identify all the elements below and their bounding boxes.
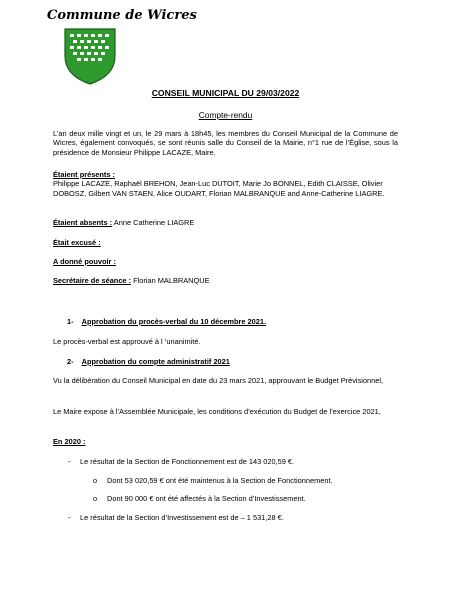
commune-logo-text: Commune de Wicres xyxy=(47,8,197,23)
section-1-number: 1- xyxy=(67,317,74,326)
presents-block xyxy=(53,170,398,198)
excuse-line xyxy=(53,238,398,247)
item-2-marker: o xyxy=(93,476,98,485)
excuse-label: Était excusé : xyxy=(53,238,101,247)
item-1-text: Le résultat de la Section de Fonctionnement est de 143 020,59 €. xyxy=(80,457,295,466)
item-4-marker: - xyxy=(68,513,71,522)
intro-paragraph: L’an deux mille vingt et un, le 29 mars à 18h45, les membres du Conseil Municipal de la Commune de Wicres, également convoqués, se sont réunis salle du Conseil de la Mairie, n°1 rue de l’Église, sous la présidence de Monsieur Philippe LACAZE, Maire. xyxy=(53,129,398,157)
item-3-text: Dont 90 000 € ont été affectés à la Section d’Investissement. xyxy=(107,494,306,503)
pouvoir-label: A donné pouvoir : xyxy=(53,257,116,266)
year-label: En 2020 : xyxy=(53,437,86,446)
document-title: CONSEIL MUNICIPAL DU 29/03/2022 xyxy=(151,88,300,98)
item-2-text: Dont 53 020,59 € ont été maintenus à la Section de Fonctionnement. xyxy=(107,476,333,485)
section-2-para-2: Le Maire expose à l’Assemblée Municipale, les conditions d’exécution du Budget de l’exercice 2021, xyxy=(53,407,381,416)
absents-line xyxy=(53,218,398,227)
absents-label: Étaient absents : xyxy=(53,218,113,227)
section-2-para-1: Vu la délibération du Conseil Municipal en date du 23 mars 2021, approuvant le Budget Prévisionnel, xyxy=(53,376,384,385)
item-4-text: Le résultat de la Section d’Investissement est de – 1 531,28 €. xyxy=(80,513,284,522)
item-1-marker: - xyxy=(68,457,71,466)
pouvoir-line xyxy=(53,257,398,266)
document-subtitle: Compte-rendu xyxy=(198,110,253,120)
section-1-text: Le procès-verbal est approuvé à l ’unanimité. xyxy=(53,337,201,346)
item-3-marker: o xyxy=(93,494,98,503)
absents-names: Anne Catherine LIAGRE xyxy=(113,218,195,227)
section-1-heading xyxy=(67,317,266,326)
commune-crest-icon xyxy=(62,26,118,86)
section-1-title: Approbation du procès-verbal du 10 décembre 2021. xyxy=(81,317,267,326)
presents-label: Étaient présents : xyxy=(53,170,116,179)
secretaire-label: Secrétaire de séance : xyxy=(53,276,132,285)
secretaire-line xyxy=(53,276,398,285)
year-label-line xyxy=(53,437,398,446)
section-2-number: 2- xyxy=(67,357,74,366)
secretaire-name: Florian MALBRANQUE xyxy=(133,276,210,285)
presents-names: Philippe LACAZE, Raphaël BREHON, Jean-Luc DUTOIT, Marie Jo BONNEL, Edith CLAISSE, Olivier DOBOSZ, Gilbert VAN STAEN, Alice OUDART, Florian MALBRANQUE and Anne-Catherine LIAGRE. xyxy=(53,179,385,198)
section-2-heading xyxy=(67,357,230,366)
section-2-title: Approbation du compte administratif 2021 xyxy=(81,357,230,366)
